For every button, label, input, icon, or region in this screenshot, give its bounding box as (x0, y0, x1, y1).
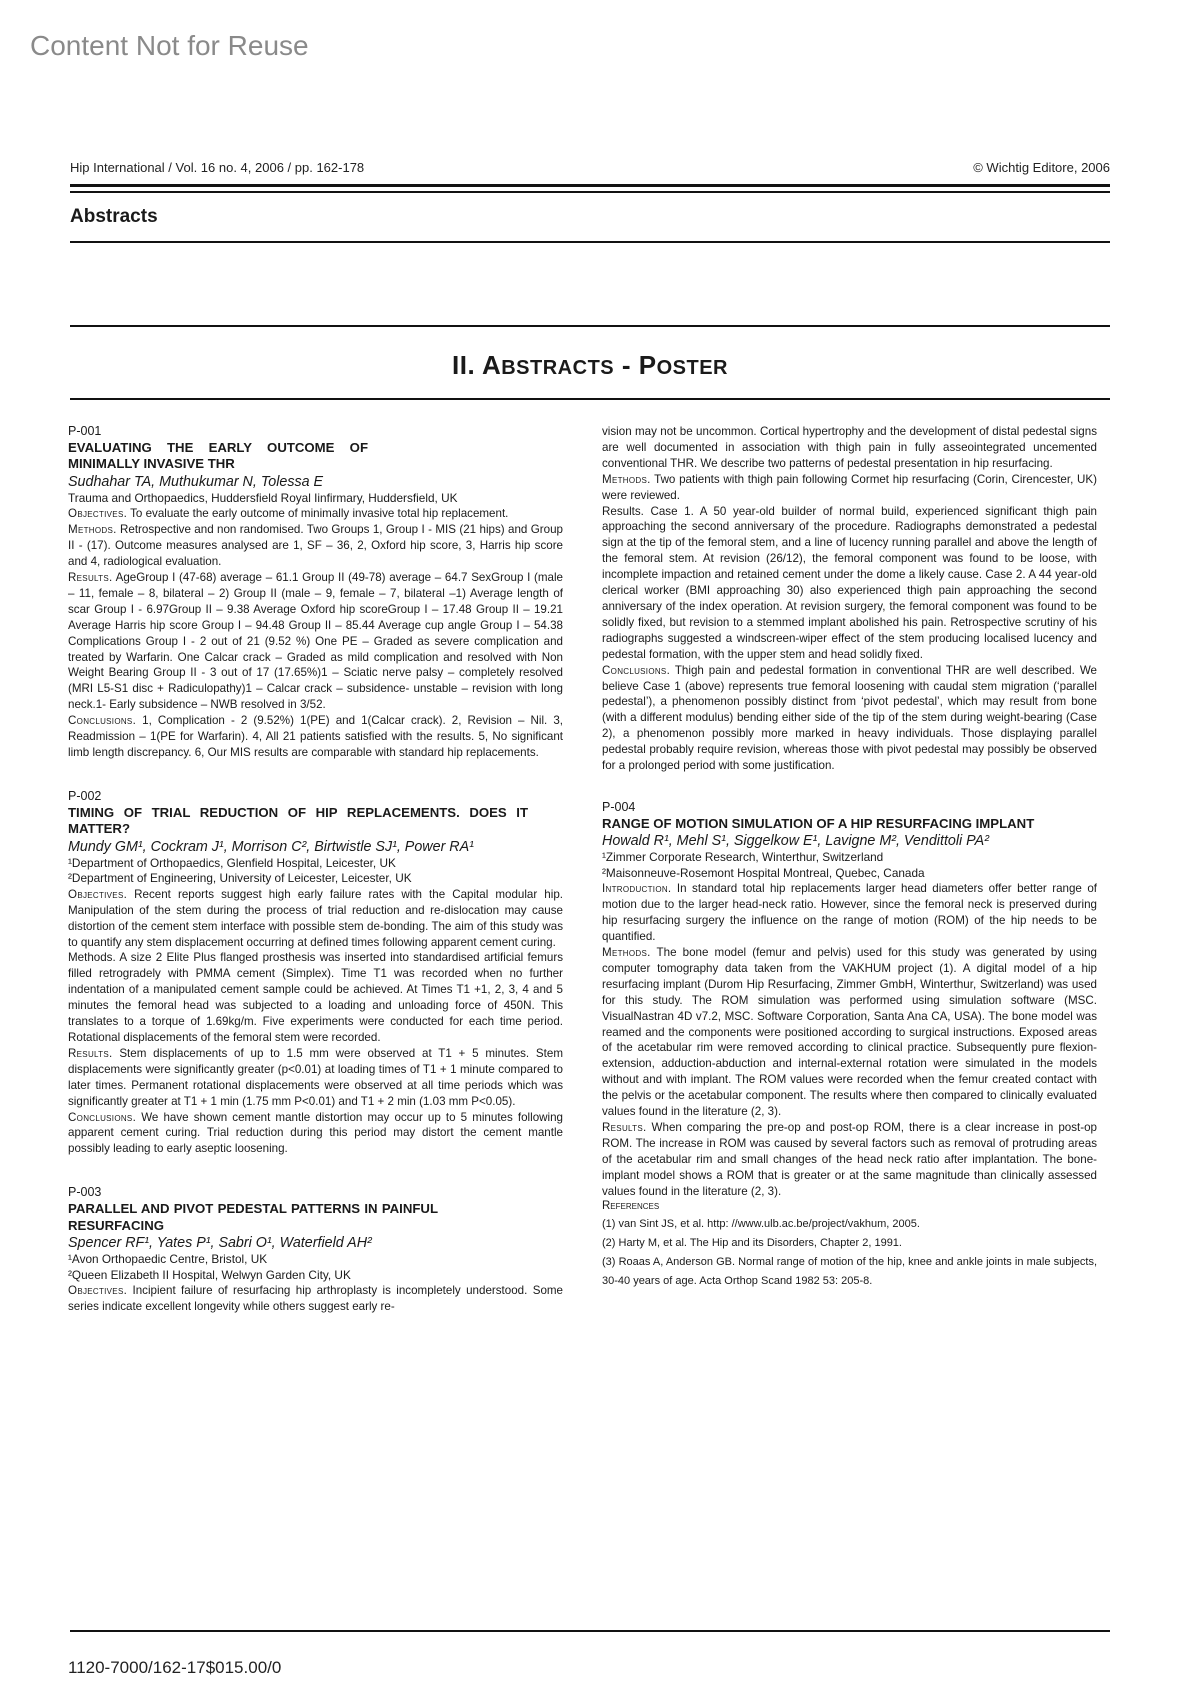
reference-item: (2) Harty M, et al. The Hip and its Disorders, Chapter 2, 1991. (602, 1237, 902, 1250)
abstract-objectives: Objectives. Recent reports suggest high early failure rates with the Capital modular hip. Manipulation of the stem during the process of trial reduction and re-dislocation may cause distortion of the cement stem interface with possible stem de-bonding. The aim of this study was to quantify any stem displacement occurring at defined times following apparent cement curing. (68, 887, 563, 949)
abstract-methods: Methods. A size 2 Elite Plus flanged prosthesis was inserted into standardised artificial femurs filled retrogradely with PMMA cement (Simplex). Time T1 was recorded when no further indentation of a manipulated cement sample could be achieved. At Times T1 +1, 2, 3, 4 and 5 minutes the femoral head was subjected to a loading and unloading force of 450N. This translates to a torque of 1.69kg/m. Five experiments were conducted for each time period. Rotational displacements of the femoral stem were recorded. (68, 951, 563, 1044)
abstract-objectives: Objectives. To evaluate the early outcome of minimally invasive total hip replacement. (68, 507, 509, 521)
abstract-p003 (68, 1185, 563, 1315)
abstract-authors: Mundy GM¹, Cockram J¹, Morrison C², Birtwistle SJ¹, Power RA¹ (68, 838, 474, 855)
abstract-methods: Methods. Two patients with thigh pain following Cormet hip resurfacing (Corin, Cirencester, UK) were reviewed. (602, 472, 1097, 502)
header-rule-top (70, 184, 1110, 187)
abstract-id: P-004 (602, 799, 636, 814)
abstract-id: P-001 (68, 424, 102, 438)
abstract-authors: Sudhahar TA, Muthukumar N, Tolessa E (68, 473, 324, 490)
watermark: Content Not for Reuse (30, 30, 309, 61)
journal-citation: Hip International / Vol. 16 no. 4, 2006 / pp. 162-178 (70, 160, 365, 175)
references-heading: References (602, 1200, 660, 1213)
abstract-title: RANGE OF MOTION SIMULATION OF A HIP RESURFACING IMPLANT (602, 815, 1035, 831)
footer-code: 1120-7000/162-17$015.00/0 (68, 1658, 282, 1677)
abstract-p004 (602, 800, 1097, 1291)
abstract-conclusions: Conclusions. We have shown cement mantle distortion may occur up to 5 minutes following apparent cement curing. Trial reduction during this period may distort the cement mantle possibly leading to early aseptic loosening. (68, 1110, 563, 1156)
abstract-title: TIMING OF TRIAL REDUCTION OF HIP REPLACEMENTS. DOES IT MATTER? (68, 804, 528, 837)
reference-item: (3) Roaas A, Anderson GB. Normal range of motion of the hip, knee and ankle joints in male subjects, 30-40 years of age. Acta Orthop Scand 1982 53: 205-8. (602, 1256, 1097, 1288)
header-rule-bottom (70, 191, 1110, 193)
section-label: Abstracts (70, 206, 158, 227)
abstract-methods: Methods. The bone model (femur and pelvis) used for this study was generated by using computer tomography data taken from the VAKHUM project (1). A digital model of a hip resurfacing implant (Durom Hip Resurfacing, Zimmer GmbH, Winterthur, Switzerland) was used for this study. The ROM simulation was performed using simulation software (MSC. VisualNastran 4D v7.2, MSC. Software Corporation, Santa Ana CA, USA). The bone model was reamed and the components were positioned according to surgical instructions. Exposed areas of the acetabular rim were removed according to clinical practice. Subsequently pure flexion-extension, adduction-abduction and internal-external rotation were simulated in the models without and with implant. The ROM values were recorded when the femur created contact with the pelvis or the acetabular component. The results where then compared to clinically evaluated values found in the literature (2, 3). (602, 945, 1097, 1119)
abstract-affiliation: ¹Zimmer Corporate Research, Winterthur, Switzerland (602, 850, 884, 865)
abstract-id: P-002 (68, 788, 102, 803)
page-title: II. ABSTRACTS - POSTER (452, 350, 728, 380)
abstract-affiliation: ²Department of Engineering, University of Leicester, Leicester, UK (68, 871, 412, 886)
abstract-objectives: Objectives. Incipient failure of resurfacing hip arthroplasty is incompletely understood. Some series indicate excellent longevity while others suggest early re- (68, 1284, 563, 1314)
right-column (602, 424, 1097, 1307)
abstract-affiliation: ¹Avon Orthopaedic Centre, Bristol, UK (68, 1252, 268, 1267)
abstract-conclusions: Conclusions. 1, Complication - 2 (9.52%) 1(PE) and 1(Calcar crack). 2, Revision – Nil. 3, Readmission – 1(PE for Warfarin). 4, All 21 patients satisfied with the results. 5, No significant limb length discrepancy. 6, Our MIS results are comparable with standard hip replacements. (68, 714, 563, 759)
abstract-affiliation: ¹Department of Orthopaedics, Glenfield Hospital, Leicester, UK (68, 855, 396, 870)
left-column (68, 424, 563, 1331)
abstract-p002 (68, 789, 563, 1157)
journal-header (70, 160, 1110, 175)
footer-rule (70, 1630, 1110, 1632)
abstract-authors: Spencer RF¹, Yates P¹, Sabri O¹, Waterfield AH² (68, 1235, 372, 1252)
abstract-results: Results. Stem displacements of up to 1.5 mm were observed at T1 + 5 minutes. Stem displacements were significantly greater (p<0.01) at loading times of T1 + 1 minute compared to later times. Permanent rotational displacements were observed at all time periods which was significantly greater at T1 + 1 min (1.75 mm P<0.01) and T1 + 2 min (1.03 mm P<0.05). (68, 1046, 563, 1108)
reference-item: (1) van Sint JS, et al. http: //www.ulb.ac.be/project/vakhum, 2005. (602, 1218, 920, 1231)
abstract-p003-continued (602, 424, 1097, 774)
abstract-methods: Methods. Retrospective and non randomised. Two Groups 1, Group I - MIS (21 hips) and Group II - (17). Outcome measures analysed are 1, SF – 36, 2, Oxford hip score, 3, Harris hip score and 4, radiological evaluation. (68, 523, 563, 569)
abstract-introduction: Introduction. In standard total hip replacements larger head diameters offer better range of motion due to the larger head-neck ratio. However, since the femoral neck is preserved during hip resurfacing surgery the influence on the range of motion (ROM) of the hip needs to be quantified. (602, 882, 1097, 944)
title-rule-top (70, 325, 1110, 327)
abstract-p001 (68, 424, 563, 761)
copyright: © Wichtig Editore, 2006 (973, 160, 1110, 175)
abstract-results: Results. When comparing the pre-op and post-op ROM, there is a clear increase in post-op ROM. The increase in ROM was caused by several factors such as removal of protruding areas of the acetabular rim and small changes of the head neck ratio after implantation. The bone-implant model shows a ROM that is greater or at the same magnitude than clinically assessed values found in the literature (2, 3). (602, 1120, 1097, 1198)
section-rule (70, 241, 1110, 243)
abstract-affiliation: ²Queen Elizabeth II Hospital, Welwyn Garden City, UK (68, 1267, 351, 1282)
abstract-authors: Howald R¹, Mehl S¹, Siggelkow E¹, Lavigne M², Vendittoli PA² (602, 833, 989, 850)
abstract-conclusions: Conclusions. Thigh pain and pedestal formation in conventional THR are well described. We believe Case 1 (above) represents true femoral loosening with caudal stem migration (‘parallel pedestal’), a phenomenon possibly distinct from ‘pivot pedestal’, which may result from bone (with a different modulus) bending either side of the tip of the stem during weight-bearing (Case 2), a phenomenon possibly more marked in heavy individuals. Those displaying parallel pedestal probably require revision, whereas those with pivot pedestal may possibly be observed for a prolonged period with some justification. (602, 663, 1097, 773)
abstract-title: PARALLEL AND PIVOT PEDESTAL PATTERNS IN PAINFUL RESURFACING (68, 1201, 438, 1233)
abstract-results: Results. AgeGroup I (47-68) average – 61.1 Group II (49-78) average – 64.7 SexGroup I (male – 11, female – 8, bilateral – 2) Group II (male – 9, female – 7, bilateral –1) Average length of scar Group I - 6.97Group II – 9.38 Average Oxford hip scoreGroup I – 17.48 Group II – 19.21 Average Harris hip score Group I – 94.48 Group II – 85.44 Average cup angle Group I – 54.38 Complications Group I - 2 out of 21 (9.52 %) One PE – Graded as severe complication and treated by Warfarin. One Calcar crack – Graded as mild complication and resolved with Non Weight Bearing Group II - 3 out of 17 (17.65%)1 – Sciatic nerve palsy – completely resolved (MRI L5-S1 disc + Radiculopathy)1 – Calcar crack – subsidence- unstable – revision with long neck.1- Early subsidence – NWB resolved in 3/52. (68, 571, 563, 712)
title-rule-bottom (70, 398, 1110, 400)
abstract-affiliation: ²Maisonneuve-Rosemont Hospital Montreal, Quebec, Canada (602, 865, 925, 880)
abstract-title: EVALUATING THE EARLY OUTCOME OF MINIMALLY INVASIVE THR (68, 439, 368, 472)
abstract-affiliation: Trauma and Orthopaedics, Huddersfield Royal Iinfirmary, Huddersfield, UK (68, 490, 458, 505)
abstract-id: P-003 (68, 1185, 102, 1200)
abstract-continued-text: vision may not be uncommon. Cortical hypertrophy and the development of distal pedestal signs are well documented in association with thigh pain in fully asseointegrated uncemented conventional THR. We describe two patterns of pedestal presentation in hip resurfacing. (602, 425, 1097, 470)
abstract-results: Results. Case 1. A 50 year-old builder of normal build, experienced significant thigh pain approaching the second anniversary of the procedure. Radiographs demonstrated a pedestal sign at the tip of the femoral stem, and a line of lucency running parallel and above the length of the femoral stem. At revision (26/12), the femoral component was found to be loose, with incomplete impaction and retained cement under the dome a likely cause. Case 2. A 44 year-old clerical worker (BMI approaching 30) also experienced thigh pain approaching the second anniversary of the index operation. At revision surgery, the femoral component was found to be solidly fixed, but revision to a stemmed implant abolished his pain. Retrospective scrutiny of his radiographs suggested a windscreen-wiper effect of the stem producing localised lucency and pedestal formation, with the upper stem and head solidly fixed. (602, 504, 1097, 661)
